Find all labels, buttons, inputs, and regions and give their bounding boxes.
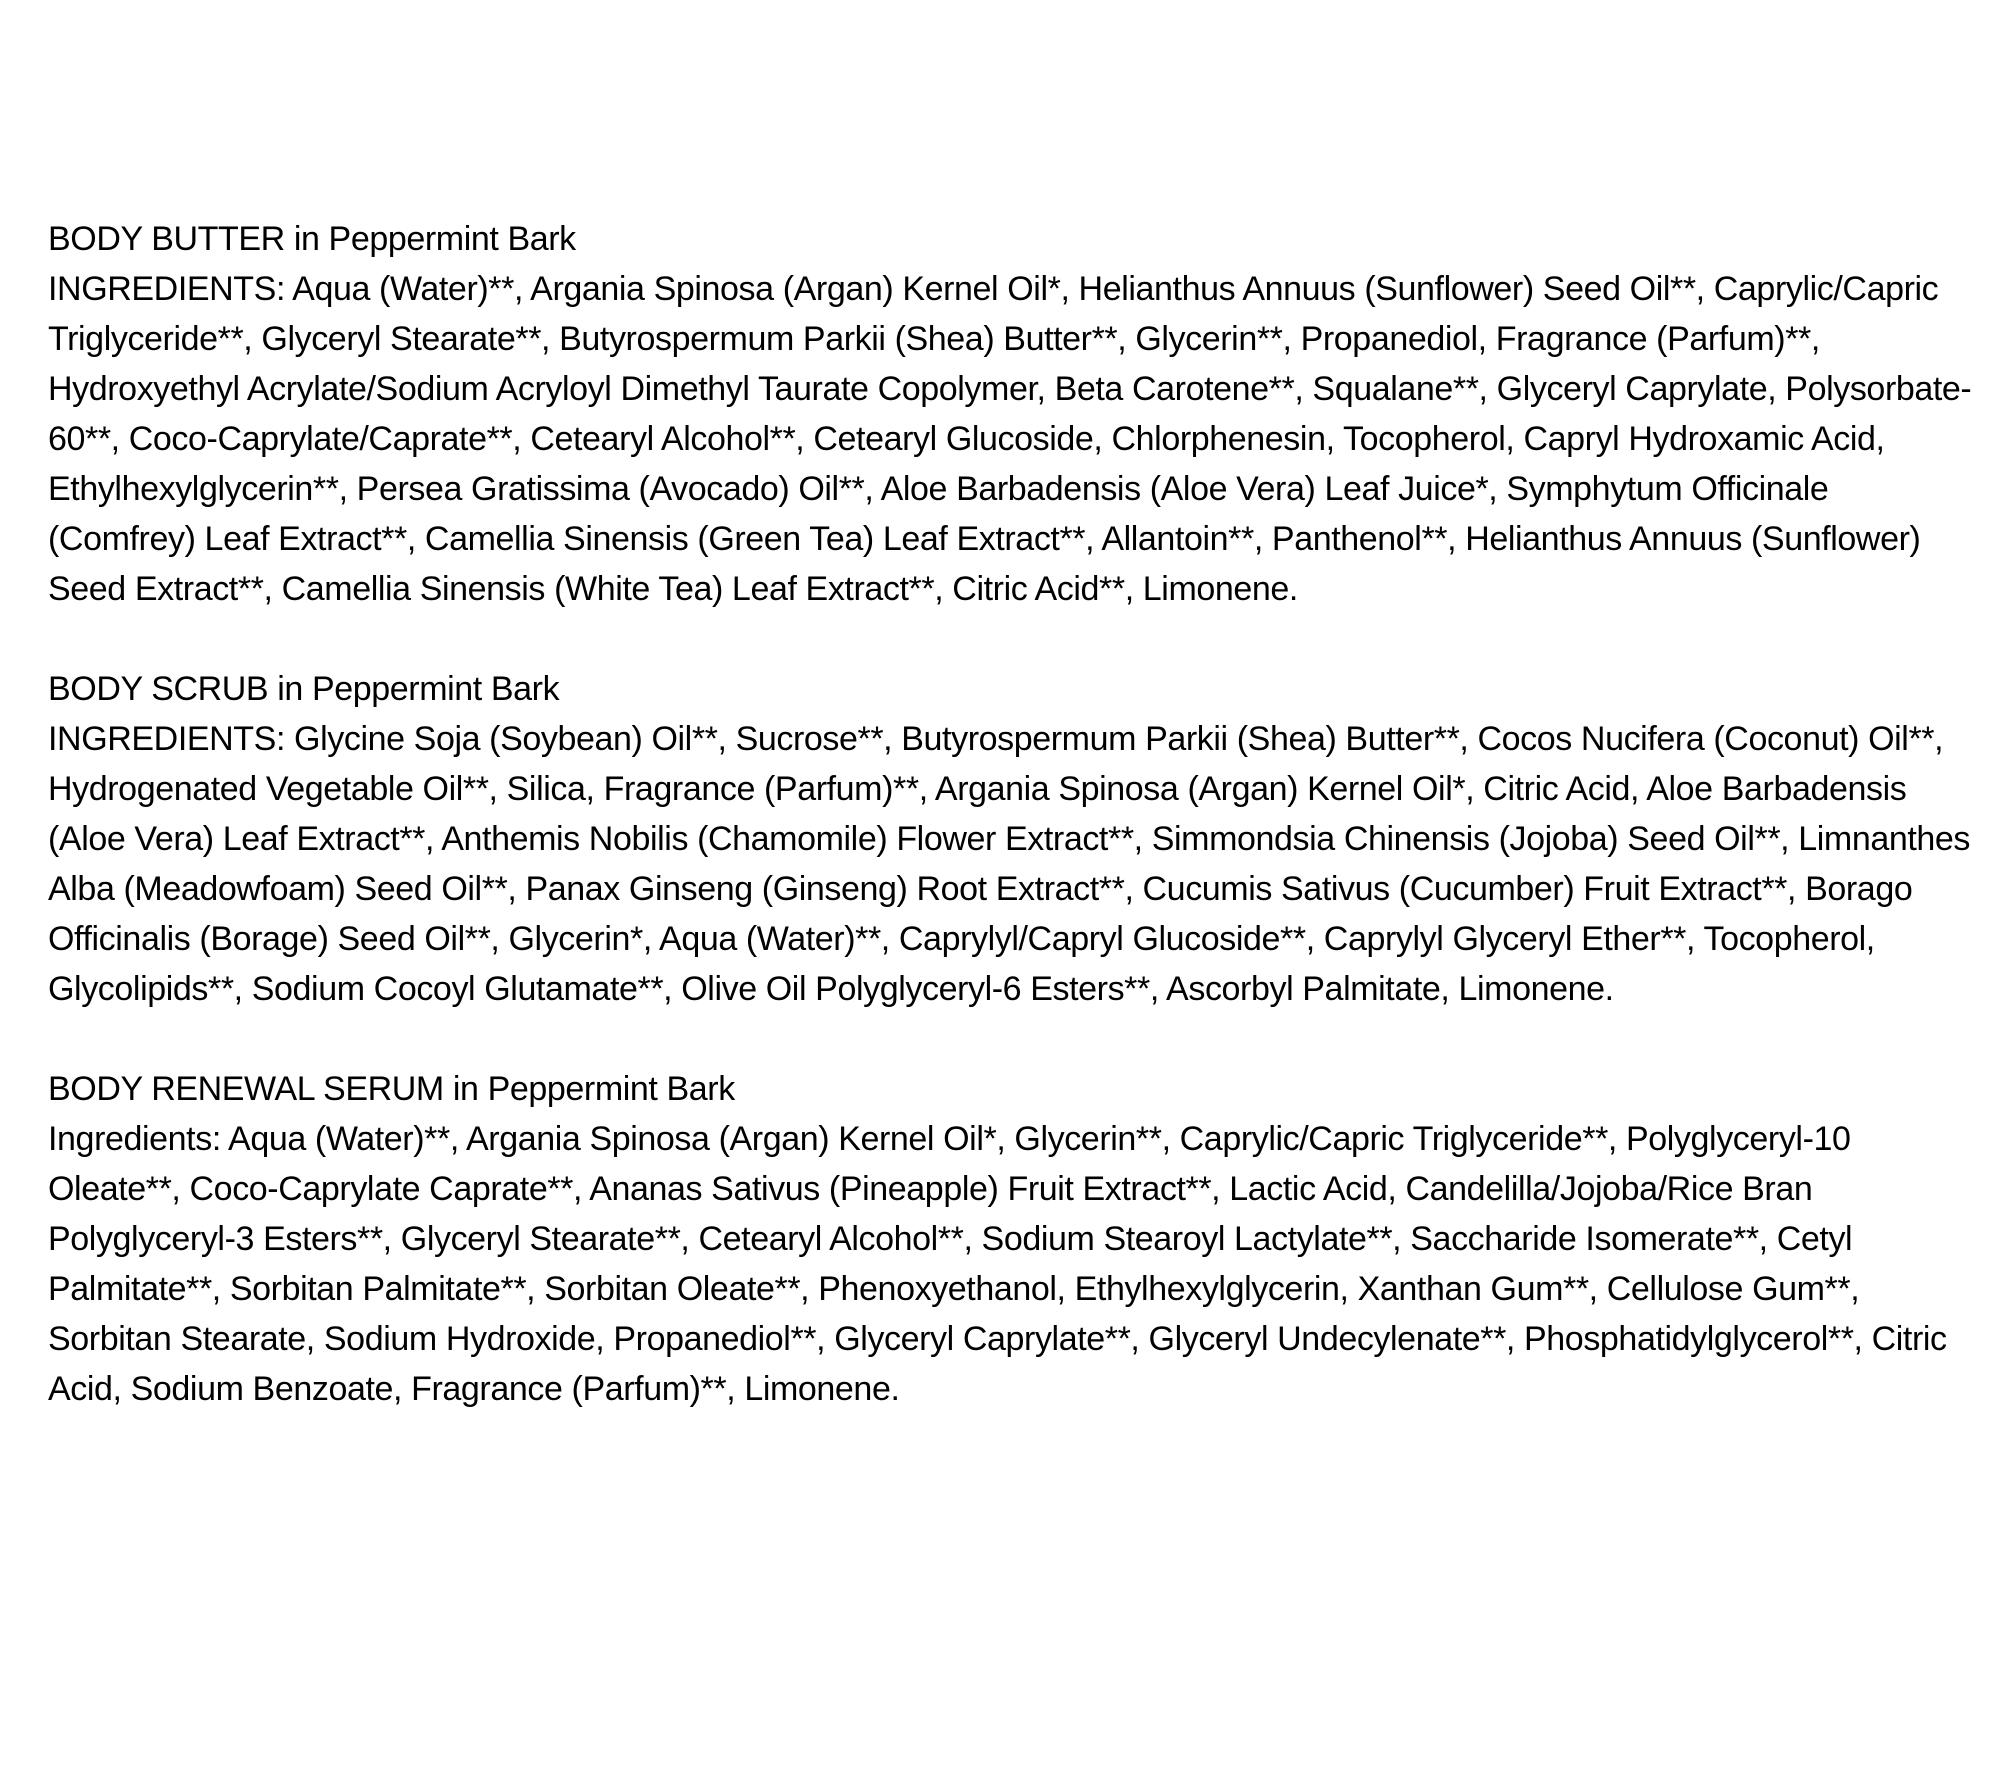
ingredients-list: Ingredients: Aqua (Water)**, Argania Spinosa (Argan) Kernel Oil*, Glycerin**, Caprylic/Capric Triglyceride**, Polyglyceryl-10 Oleate**, Coco-Caprylate Caprate**, Ananas Sativus (Pineapple) Fruit Extract**, Lactic Acid, Candelilla/Jojoba/Rice Bran Polyglyceryl-3 Esters**, Glyceryl Stearate**, Cetearyl Alcohol**, Sodium Stearoyl Lactylate**, Saccharide Isomerate**, Cetyl Palmitate**, Sorbitan Palmitate**, Sorbitan Oleate**, Phenoxyethanol, Ethylhexylglycerin, Xanthan Gum**, Cellulose Gum**, Sorbitan Stearate, Sodium Hydroxide, Propanediol**, Glyceryl Caprylate**, Glyceryl Undecylenate**, Phosphatidylglycerol**, Citric Acid, Sodium Benzoate, Fragrance (Parfum)**, Limonene. (48, 1120, 1947, 1408)
ingredients-list: INGREDIENTS: Aqua (Water)**, Argania Spinosa (Argan) Kernel Oil*, Helianthus Annuus (Sunflower) Seed Oil**, Caprylic/Capric Triglyceride**, Glyceryl Stearate**, Butyrospermum Parkii (Shea) Butter**, Glycerin**, Propanediol, Fragrance (Parfum)**, Hydroxyethyl Acrylate/Sodium Acryloyl Dimethyl Taurate Copolymer, Beta Carotene**, Squalane**, Glyceryl Caprylate, Polysorbate-60**, Coco-Caprylate/Caprate**, Cetearyl Alcohol**, Cetearyl Glucoside, Chlorphenesin, Tocopherol, Capryl Hydroxamic Acid, Ethylhexylglycerin**, Persea Gratissima (Avocado) Oil**, Aloe Barbadensis (Aloe Vera) Leaf Juice*, Symphytum Officinale (Comfrey) Leaf Extract**, Camellia Sinensis (Green Tea) Leaf Extract**, Allantoin**, Panthenol**, Helianthus Annuus (Sunflower) Seed Extract**, Camellia Sinensis (White Tea) Leaf Extract**, Citric Acid**, Limonene. (48, 270, 1972, 608)
ingredients-list: INGREDIENTS: Glycine Soja (Soybean) Oil**, Sucrose**, Butyrospermum Parkii (Shea) Butter**, Cocos Nucifera (Coconut) Oil**, Hydrogenated Vegetable Oil**, Silica, Fragrance (Parfum)**, Argania Spinosa (Argan) Kernel Oil*, Citric Acid, Aloe Barbadensis (Aloe Vera) Leaf Extract**, Anthemis Nobilis (Chamomile) Flower Extract**, Simmondsia Chinensis (Jojoba) Seed Oil**, Limnanthes Alba (Meadowfoam) Seed Oil**, Panax Ginseng (Ginseng) Root Extract**, Cucumis Sativus (Cucumber) Fruit Extract**, Borago Officinalis (Borage) Seed Oil**, Glycerin*, Aqua (Water)**, Caprylyl/Capryl Glucoside**, Caprylyl Glyceryl Ether**, Tocopherol, Glycolipids**, Sodium Cocoyl Glutamate**, Olive Oil Polyglyceryl-6 Esters**, Ascorbyl Palmitate, Limonene. (48, 720, 1971, 1008)
section-title: BODY SCRUB in Peppermint Bark (48, 670, 560, 708)
section-title: BODY BUTTER in Peppermint Bark (48, 220, 576, 258)
section-body-butter (48, 214, 1983, 614)
section-body-renewal-serum (48, 1064, 1983, 1414)
section-title: BODY RENEWAL SERUM in Peppermint Bark (48, 1070, 735, 1108)
section-body-scrub (48, 664, 1983, 1014)
ingredients-document (48, 214, 1983, 1464)
